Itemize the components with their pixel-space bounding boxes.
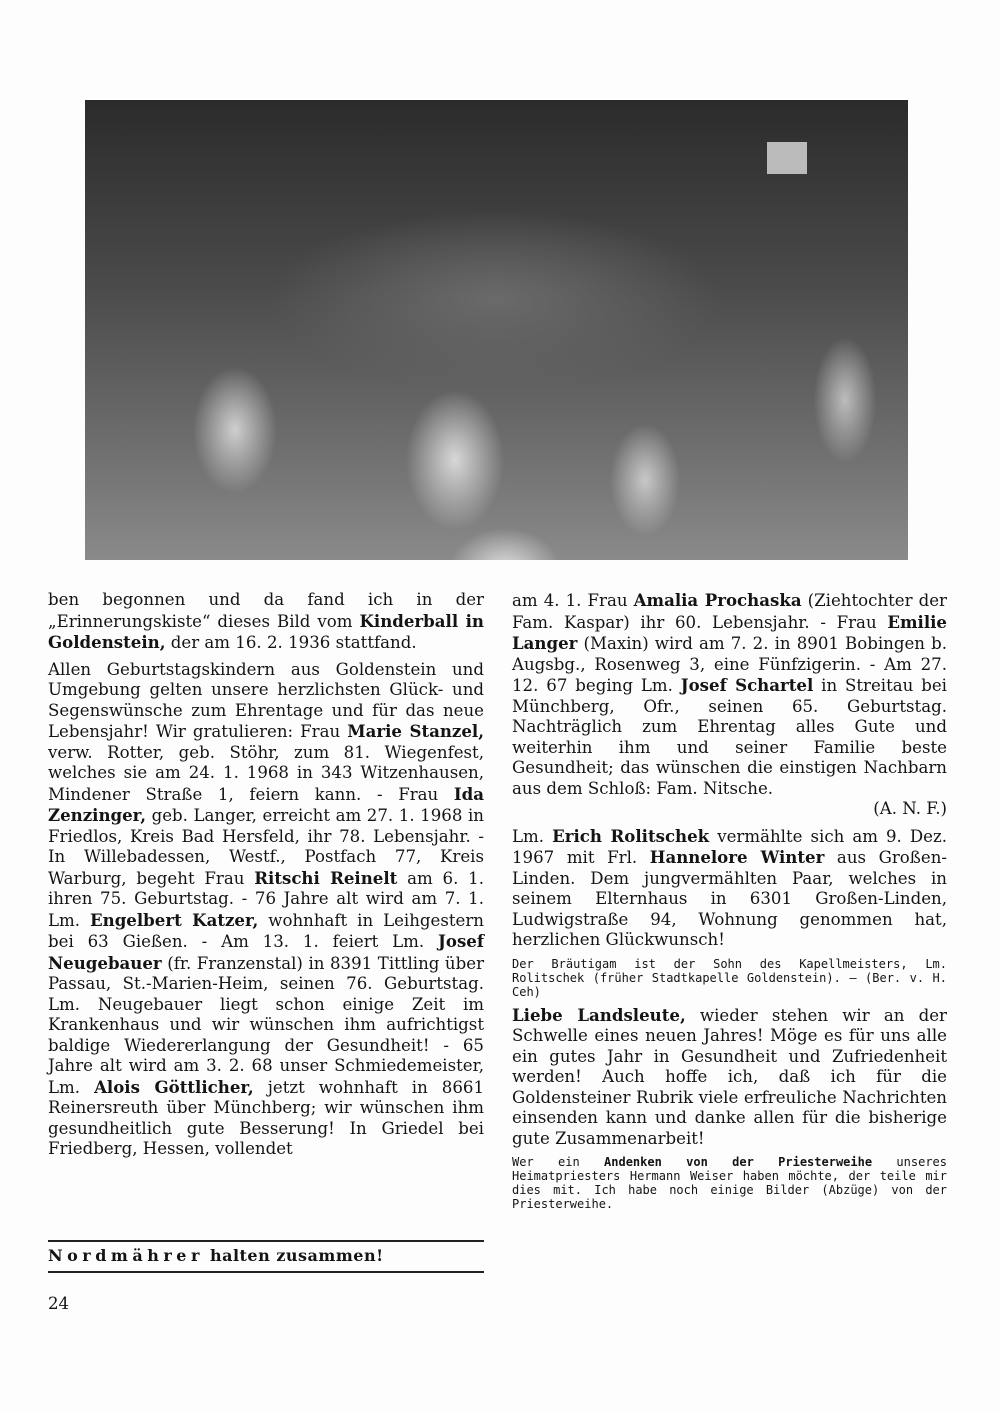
paragraph (512, 799, 947, 820)
bold-name: Ritschi Reinelt (254, 867, 398, 888)
paragraph (512, 590, 947, 799)
text-segment: geb. Langer, erreicht am 27. 1. 1968 in Friedlos, Kreis Bad Hersfeld, ihr 78. Lebensjahr. - In Willebadessen, Westf., Postfach 77, Kreis Warburg, begeht Frau (48, 806, 484, 888)
paragraph (512, 1005, 947, 1150)
text-segment: wieder stehen wir an der Schwelle eines neuen Jahres! Möge es für uns alle ein gutes Jahr in Gesundheit und Zufriedenheit werden! Auch hoffe ich, daß ich für die Goldensteiner Rubrik viele erfreuliche Nachrichten einsenden kann und danke allen für die bisherige gute Zusammenarbeit! (512, 1005, 947, 1148)
text-segment: aus Großen-Linden. Dem jungvermählten Paar, welches in seinem Elternhaus in 6301 Großen-Linden, Ludwigstraße 94, Wohnung genommen hat, herzlichen Glückwunsch! (512, 848, 947, 949)
bold-name: Ida Zenzinger, (48, 783, 484, 825)
text-segment: verw. Rotter, geb. Stöhr, zum 81. Wiegenfest, welches sie am 24. 1. 1968 in 343 Witzenhausen, Mindener Straße 1, feiern kann. - Frau (48, 742, 484, 804)
text-segment: (fr. Franzenstal) in 8391 Tittling über Passau, St.-Marien-Heim, seinen 76. Geburtstag. Lm. Neugebauer liegt schon einige Zeit im Krankenhaus und wir wünschen ihm aufrichtigst baldige Wiedererlangung der Gesundheit! - 65 Jahre alt wird am 3. 2. 68 unser Schmiedemeister, Lm. (48, 953, 484, 1097)
text-segment: am 6. 1. ihren 75. Geburtstag. - 76 Jahre alt wird am 7. 1. Lm. (48, 868, 484, 930)
right-column (512, 590, 947, 1217)
text-segment: am 4. 1. Frau (512, 591, 634, 610)
photo-sign (767, 142, 807, 174)
paragraph (48, 590, 484, 654)
bold-name: Hannelore Winter (649, 847, 825, 867)
section-heading (48, 1246, 484, 1265)
text-segment: Lm. (512, 826, 553, 846)
heading-rest: halten zusammen! (203, 1246, 384, 1265)
bold-name: Alois Göttlicher, (94, 1076, 254, 1097)
bold-name: Engelbert Katzer, (89, 909, 259, 930)
text-segment: (A. N. F.) (873, 799, 947, 818)
bold-name: Liebe Landsleute, (512, 1004, 686, 1025)
heading-rule-top (48, 1240, 484, 1242)
bold-name: Andenken von der Priesterweihe (604, 1155, 873, 1169)
text-segment: jetzt wohnhaft in 8661 Reinersreuth über Münchberg; wir wünschen ihm gesundheitlich gute Besserung! In Griedel bei Friedberg, Hessen, vollendet (48, 1077, 485, 1158)
text-segment: (Ziehtochter der Fam. Kaspar) ihr 60. Lebensjahr. - Frau (512, 591, 947, 632)
page-number: 24 (48, 1294, 70, 1313)
paragraph (512, 1155, 947, 1211)
text-segment: vermählte sich am 9. Dez. 1967 mit Frl. (512, 826, 948, 867)
bold-name: Kinderball in Goldenstein, (48, 610, 484, 652)
text-segment: (Maxin) wird am 7. 2. in 8901 Bobingen b. Augsbg., Rosenweg 3, eine Fünfzigerin. - Am 27. 12. 67 beging Lm. (512, 634, 947, 695)
heading-word: Nordmährer (48, 1246, 204, 1265)
paragraph (512, 957, 947, 999)
text-segment: ben begonnen und da fand ich in der „Erinnerungskiste“ dieses Bild vom (48, 590, 484, 631)
bold-name: Josef Neugebauer (48, 931, 484, 973)
text-segment: unseres Heimatpriesters Hermann Weiser haben möchte, der teile mir dies mit. Ich habe noch einige Bilder (Abzüge) von der Priesterweihe. (512, 1155, 947, 1211)
text-segment: in Streitau bei Münchberg, Ofr., seinen 65. Geburtstag. Nachträglich zum Ehrentag alles Gute und weiterhin ihm und seiner Familie beste Gesundheit; das wünschen die einstigen Nachbarn aus dem Schloß: Fam. Nitsche. (512, 676, 947, 798)
text-segment: Allen Geburtstagskindern aus Goldenstein und Umgebung gelten unsere herzlichsten Glück- und Segenswünsche zum Ehrentage und für das neue Lebensjahr! Wir gratulieren: Frau (48, 659, 484, 741)
paragraph (512, 826, 947, 951)
bold-name: Josef Schartel (680, 675, 814, 695)
text-segment: Der Bräutigam ist der Sohn des Kapellmeisters, Lm. Rolitschek (früher Stadtkapelle Goldenstein). — (Ber. v. H. Ceh) (512, 956, 947, 999)
bold-name: Erich Rolitschek (552, 825, 710, 846)
bold-name: Amalia Prochaska (633, 590, 802, 610)
group-photo-kinderball (85, 100, 908, 560)
heading-rule-bottom (48, 1271, 484, 1273)
bold-name: Marie Stanzel, (347, 721, 484, 741)
bold-name: Emilie Langer (512, 611, 947, 653)
text-segment: Wer ein (512, 1155, 605, 1169)
paragraph (48, 660, 484, 1160)
text-segment: wohnhaft in Leihgestern bei 63 Gießen. - Am 13. 1. feiert Lm. (48, 910, 484, 951)
left-column (48, 590, 484, 1166)
text-segment: der am 16. 2. 1936 stattfand. (165, 633, 417, 652)
